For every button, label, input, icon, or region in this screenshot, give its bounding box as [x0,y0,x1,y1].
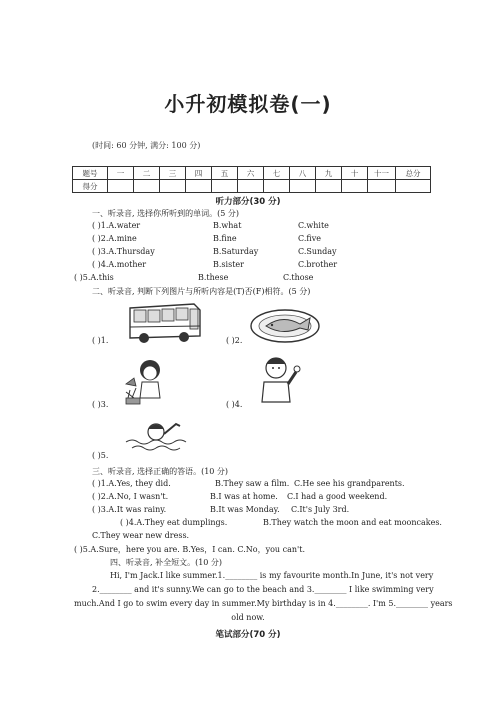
option-b: B.I was at home. [210,492,278,501]
table-cell: 七 [264,167,290,180]
table-cell: 十一 [368,167,396,180]
option-c: C.I had a good weekend. [287,492,388,501]
table-cell: 九 [316,167,342,180]
writing-section-header: 笔试部分(70 分) [215,630,281,640]
swimming-picture [124,416,194,454]
option-b: B.what [213,221,242,230]
passage-line: 2.________ and it's sunny.We can go to the beach and 3.________ I like swimming very [92,585,434,594]
question-text: ( )2.A.No, I wasn't. [92,492,169,501]
option-b: B.sister [213,260,244,269]
question-text: ( )3.A.It was rainy. [92,505,167,514]
table-cell: 一 [108,167,134,180]
table-cell: 得分 [73,180,108,193]
question-text: ( )5.A.Sure，here you are. B.Yes，I can. C.No，you can't. [74,545,305,554]
table-cell: 总分 [396,167,431,180]
option-b: B.fine [213,234,237,243]
table-cell [368,180,396,193]
question-text: ( )2. [226,336,243,345]
option-c: C.five [298,234,321,243]
table-cell [316,180,342,193]
table-cell [160,180,186,193]
table-cell [396,180,431,193]
exam-meta: (时间: 60 分钟, 满分: 100 分) [92,141,201,150]
score-table-header-row [73,167,431,180]
option-b: B.these [198,273,229,282]
table-cell [264,180,290,193]
table-cell: 四 [186,167,212,180]
option-b: B.They watch the moon and eat mooncakes. [263,518,442,527]
part4-instruction: 四、听录音, 补全短文。(10 分) [110,558,223,567]
question-text: ( )3.A.Thursday [92,247,155,256]
option-c: C.those [283,273,314,282]
passage-line: old now. [231,613,265,622]
listening-section-header: 听力部分(30 分) [215,197,281,207]
table-cell [212,180,238,193]
passage-line: Hi, I'm Jack.I like summer.1.________ is my favourite month.In June, it's not very [110,571,434,580]
option-c: C.brother [298,260,338,269]
question-text: ( )1.A.Yes, they did. [92,479,171,488]
table-cell [342,180,368,193]
table-cell [290,180,316,193]
question-text: ( )5.A.this [74,273,114,282]
option-c: C.They wear new dress. [92,531,190,540]
option-c: C.white [298,221,329,230]
table-cell [238,180,264,193]
passage-line: much.And I go to swim every day in summer.My birthday is in 4.________. I'm 5.________ years [74,599,453,608]
option-c: C.It's July 3rd. [291,505,350,514]
option-c: C.He see his grandparents. [294,479,405,488]
watering-plant-picture [122,356,170,406]
part1-instruction: 一、听录音, 选择你所听到的单词。(5 分) [92,209,239,218]
question-text: ( )1.A.water [92,221,141,230]
fish-plate-picture [248,306,322,344]
option-b: B.Saturday [213,247,259,256]
boy-waving-picture [256,352,304,404]
table-cell [134,180,160,193]
table-cell: 五 [212,167,238,180]
table-cell [186,180,212,193]
question-text: ( )4. [226,400,243,409]
option-b: B.They saw a film. [215,479,290,488]
option-c: C.Sunday [298,247,337,256]
question-text: ( )2.A.mine [92,234,137,243]
table-cell: 题号 [73,167,108,180]
question-text: ( )4.A.mother [92,260,147,269]
page-title: 小升初模拟卷(一) [164,92,332,116]
part3-instruction: 三、听录音, 选择正确的答语。(10 分) [92,467,229,476]
score-table [72,166,431,193]
question-text: ( )4.A.They eat dumplings. [120,518,228,527]
bus-picture [124,300,204,344]
table-cell: 二 [134,167,160,180]
table-cell: 三 [160,167,186,180]
question-text: ( )5. [92,451,109,460]
table-cell: 十 [342,167,368,180]
table-cell: 八 [290,167,316,180]
table-cell: 六 [238,167,264,180]
question-text: ( )3. [92,400,109,409]
option-b: B.It was Monday. [210,505,280,514]
question-text: ( )1. [92,336,109,345]
table-cell [108,180,134,193]
part2-instruction: 二、听录音, 判断下列图片与所听内容是(T)否(F)相符。(5 分) [92,287,311,296]
score-table-score-row [73,180,431,193]
